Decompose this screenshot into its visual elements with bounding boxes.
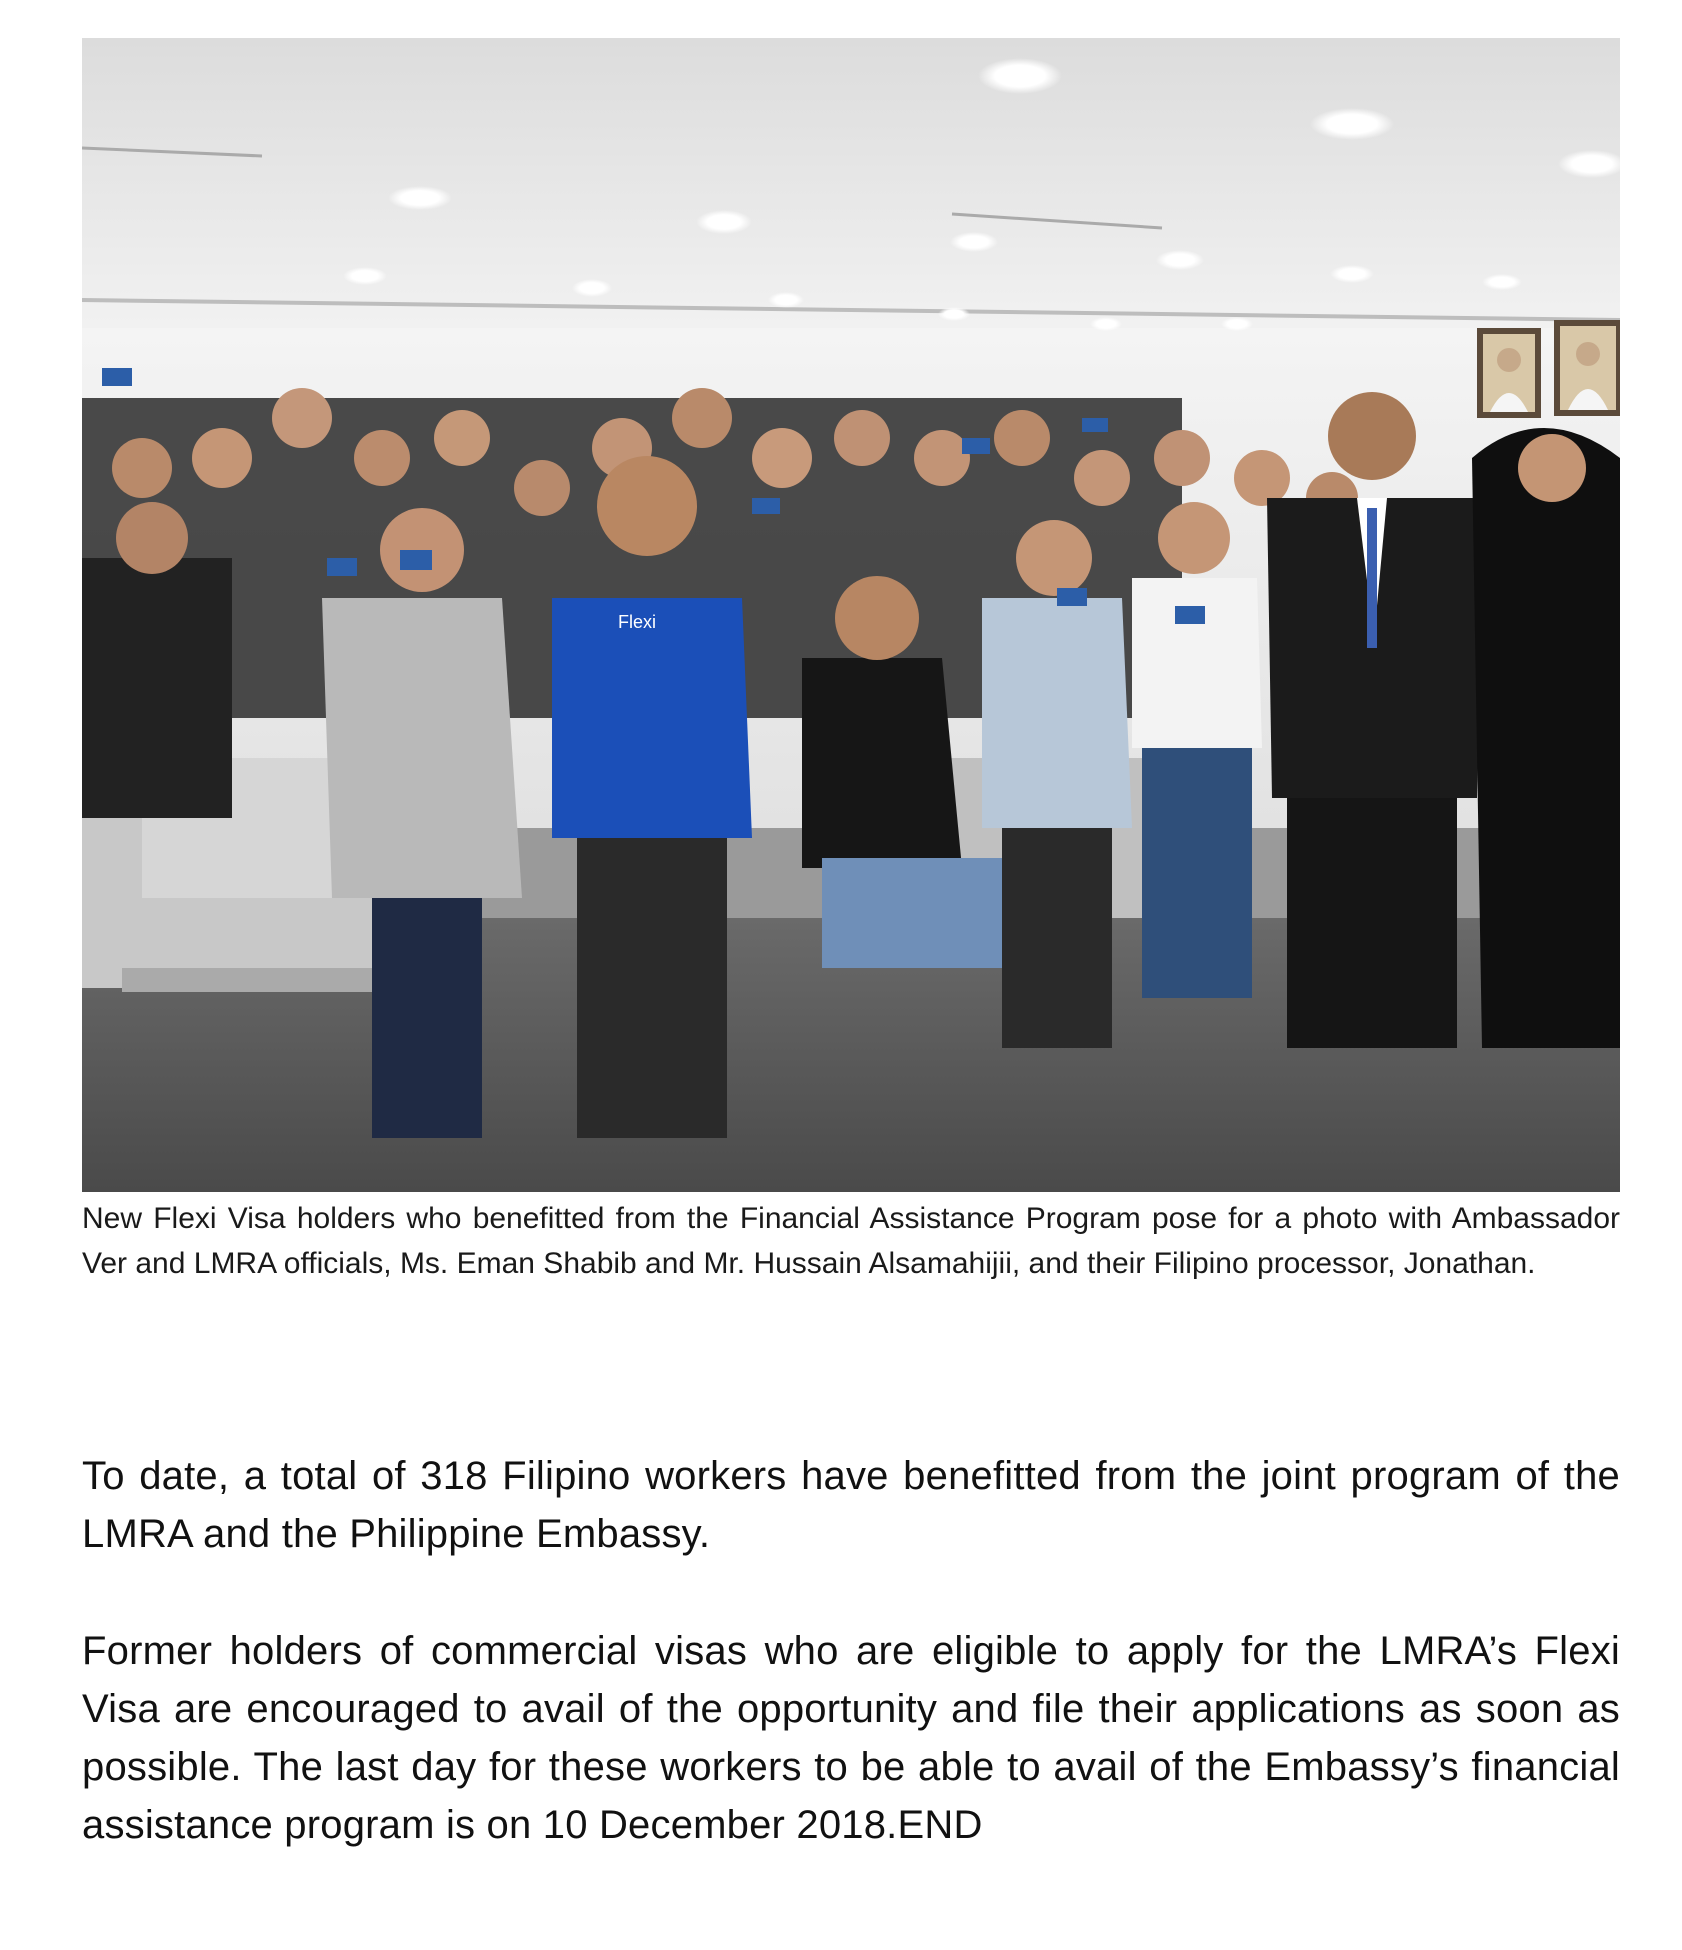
- ceiling: [82, 38, 1620, 338]
- shirt-logo: Flexi: [618, 612, 657, 632]
- body-paragraph-2: Former holders of commercial visas who are eligible to apply for the LMRA’s Flexi Visa are encouraged to avail of the opportunity and file their applications as soon as possible. The last day for these workers to be able to avail of the Embassy’s financial assistance program is on 10 December 2018.END: [82, 1629, 1620, 1847]
- group-photo: [82, 38, 1620, 1192]
- body-paragraph-1: To date, a total of 318 Filipino workers have benefitted from the joint program of the LMRA and the Philippine Embassy.: [82, 1454, 1620, 1556]
- photo-caption: New Flexi Visa holders who benefitted from the Financial Assistance Program pose for a photo with Ambassador Ver and LMRA officials, Ms. Eman Shabib and Mr. Hussain Alsamahijii, and their Filipino processor, Jonathan.: [82, 1202, 1620, 1280]
- group-photo-illustration: [82, 38, 1620, 1192]
